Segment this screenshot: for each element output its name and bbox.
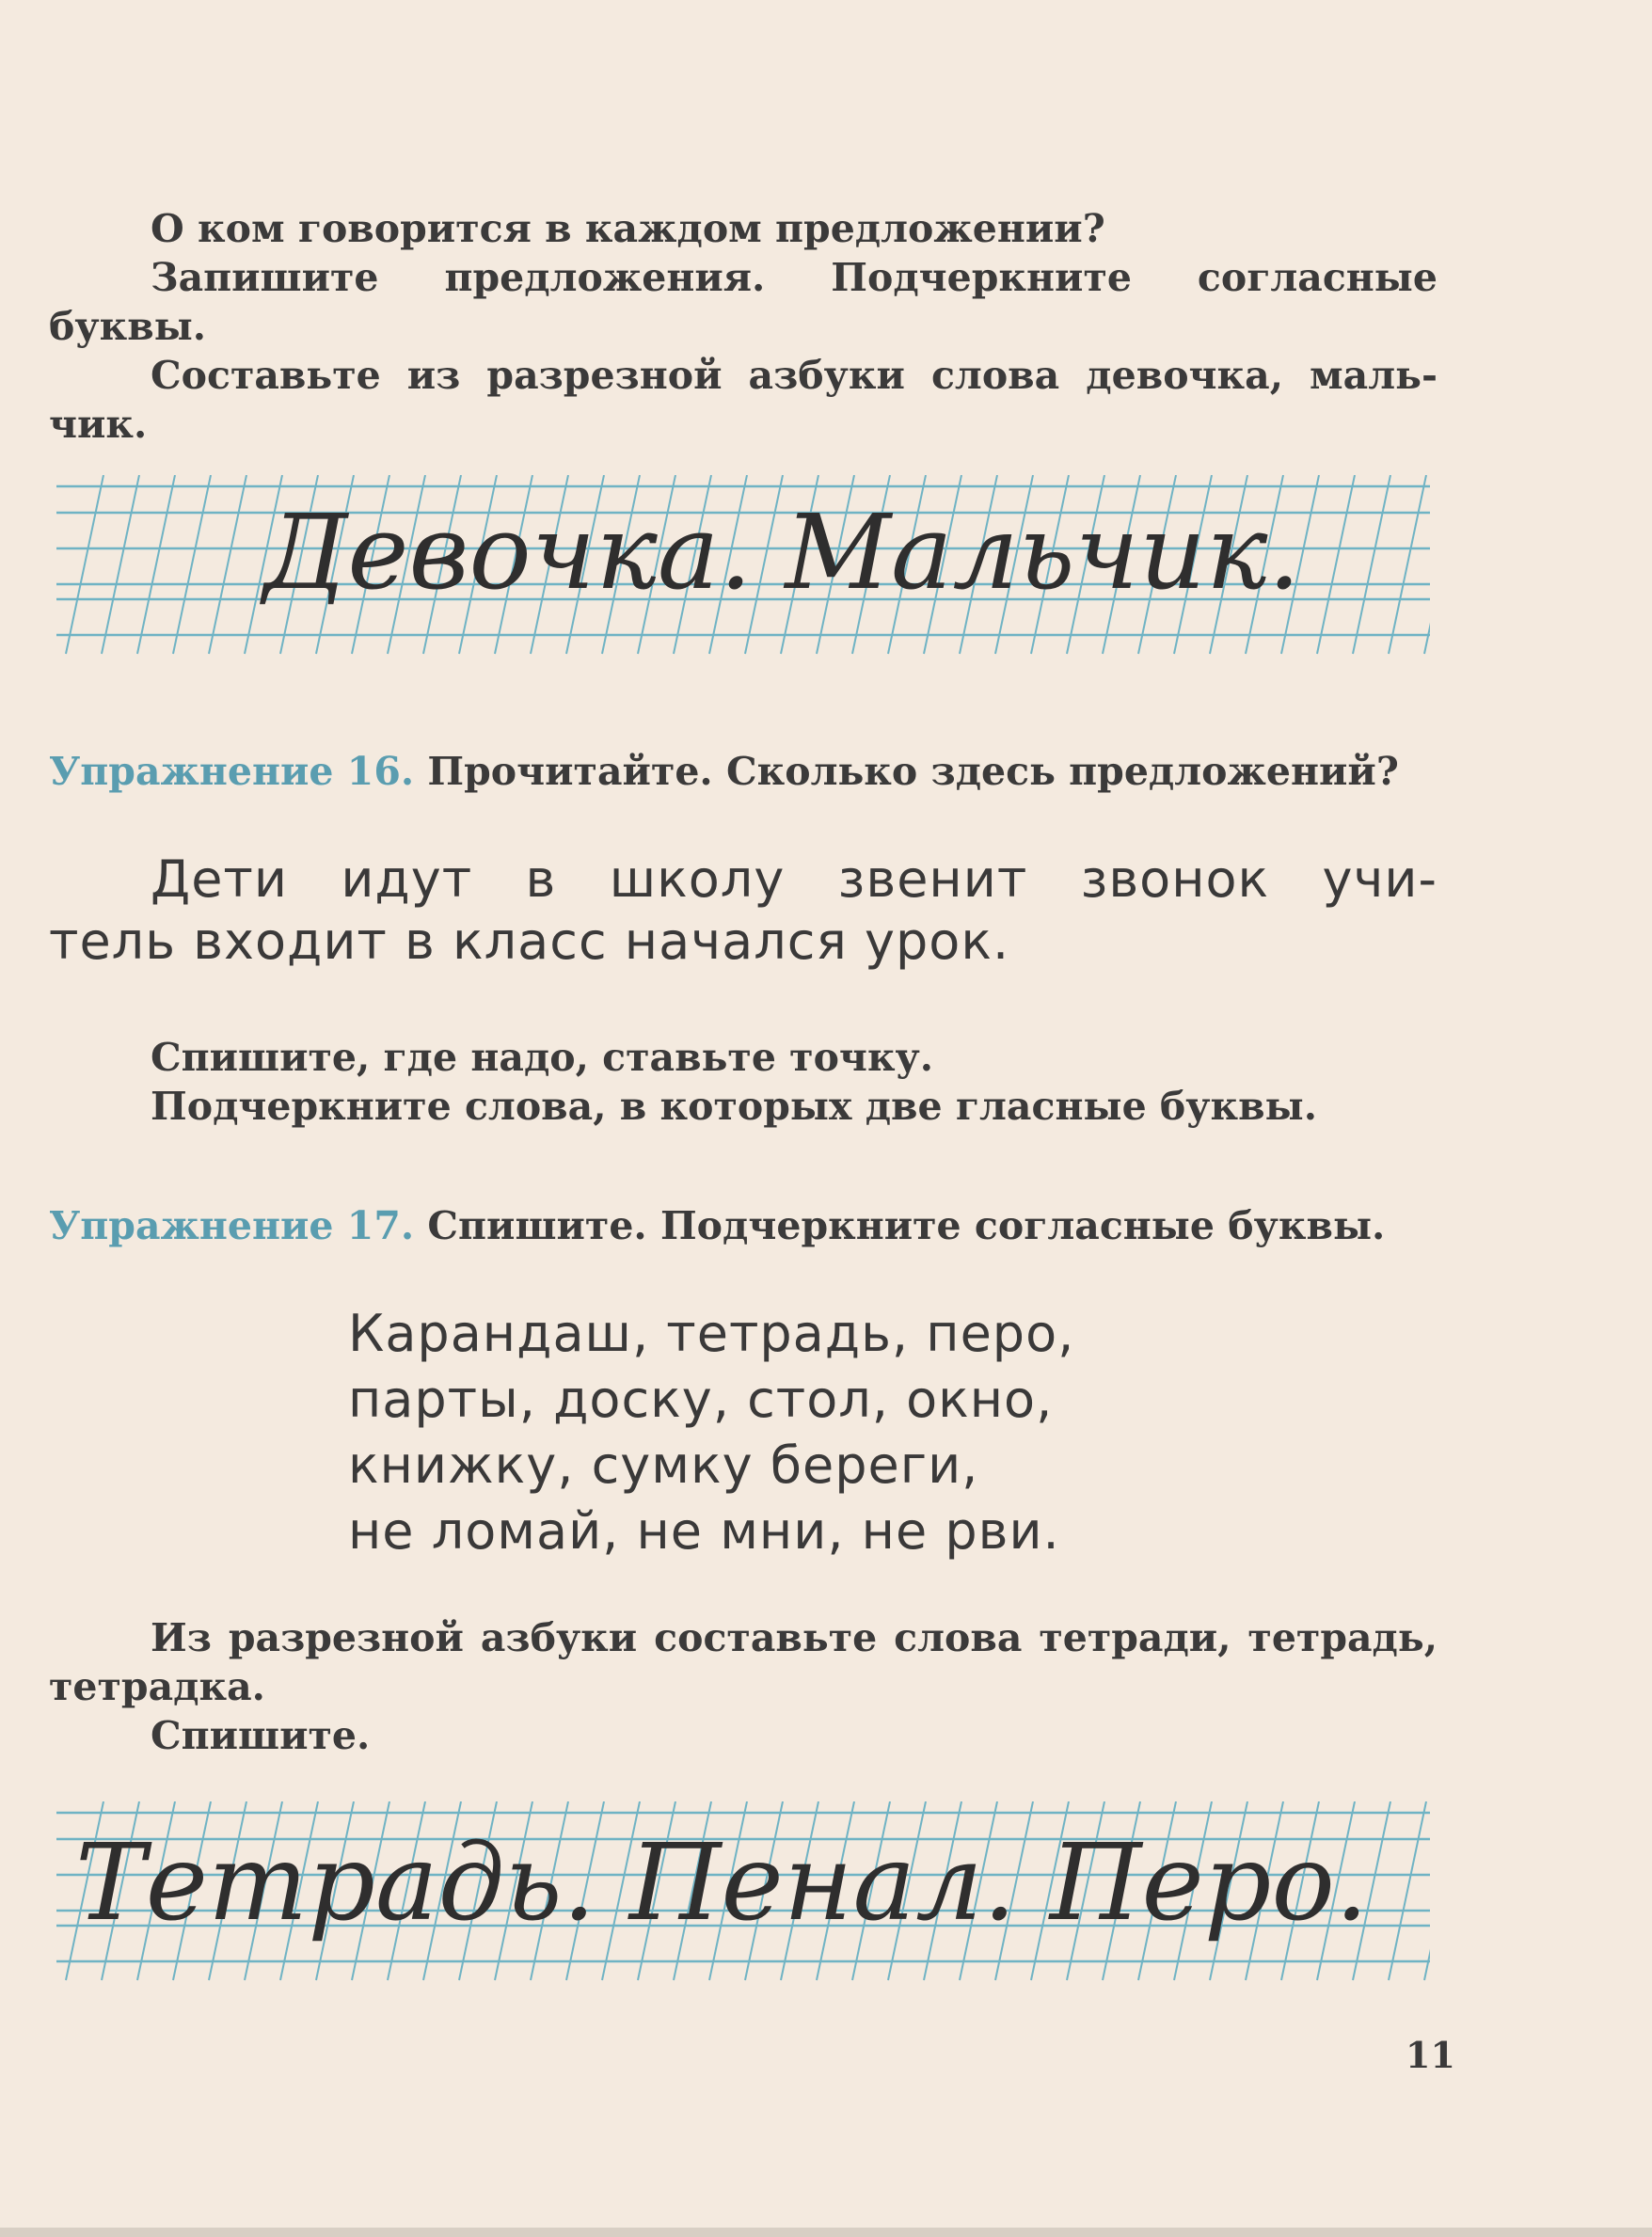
exercise-17-instruction: Спишите. Подчеркните согласные буквы. xyxy=(427,1203,1386,1248)
guide-slant-line xyxy=(1317,475,1355,654)
guide-slant-line xyxy=(1353,475,1390,654)
intro-compose-line1 xyxy=(151,350,1438,401)
handwriting-sample-1 xyxy=(56,475,1430,663)
exercise-16-task-line2: Подчеркните слова, в которых две гласные буквы. xyxy=(151,1084,1317,1129)
exercise-16-task-line1: Спишите, где надо, ставьте точку. xyxy=(151,1035,934,1080)
guide-slant-line xyxy=(102,475,139,654)
exercise-17-task-words: тетради, тетрадь, xyxy=(1039,1615,1438,1660)
guide-slant-line xyxy=(1424,475,1430,654)
poem-line: не ломай, не мни, не рви. xyxy=(348,1501,1060,1561)
guide-slant-line xyxy=(173,475,211,654)
guide-slant-line xyxy=(137,475,175,654)
guide-slant-line xyxy=(1389,475,1426,654)
guide-slant-line xyxy=(66,475,103,654)
cursive-text-2: Тетрадь. Пенал. Перо. xyxy=(75,1822,1369,1944)
cursive-text-1: Девочка. Мальчик. xyxy=(263,492,1301,612)
guide-slant-line xyxy=(209,475,246,654)
exercise-16-header xyxy=(49,746,1399,797)
intro-compose-words: девочка, маль- xyxy=(1086,353,1438,398)
intro-compose-text: Составьте из разрезной азбуки слова xyxy=(151,353,1087,398)
intro-task-line1: Запишите предложения. Подчеркните согласные xyxy=(151,255,1438,300)
poem-line: Карандаш, тетрадь, перо, xyxy=(348,1304,1075,1363)
ruled-grid-1 xyxy=(56,475,1430,663)
exercise-17-task-line3: Спишите. xyxy=(151,1713,371,1758)
handwriting-sample-2 xyxy=(56,1801,1430,1990)
page-number: 11 xyxy=(1406,2034,1455,2076)
page-edge xyxy=(0,2228,1652,2237)
exercise-16-instruction: Прочитайте. Сколько здесь предложений? xyxy=(427,749,1399,794)
intro-compose-line2: чик. xyxy=(49,402,148,447)
exercise-16-text-line2: тель входит в класс начался урок. xyxy=(49,912,1010,971)
exercise-17-label: Упражнение 17. xyxy=(49,1203,415,1248)
poem-line: парты, доску, стол, окно, xyxy=(348,1370,1054,1429)
exercise-17-task-line1 xyxy=(151,1612,1438,1663)
exercise-16-label: Упражнение 16. xyxy=(49,749,415,794)
guide-slant-line xyxy=(1424,1801,1430,1980)
intro-task-line2: буквы. xyxy=(49,304,207,349)
intro-question: О ком говорится в каждом предложении? xyxy=(151,206,1105,251)
poem-line: книжку, сумку береги, xyxy=(348,1436,979,1495)
exercise-17-header xyxy=(49,1200,1385,1251)
ruled-grid-2 xyxy=(56,1801,1430,1990)
exercise-17-task-line2: тетрадка. xyxy=(49,1664,265,1709)
exercise-17-task-text: Из разрезной азбуки составьте слова xyxy=(151,1615,1040,1660)
guide-slant-line xyxy=(1389,1801,1426,1980)
exercise-16-text-line1: Дети идут в школу звенит звонок учи- xyxy=(151,849,1438,909)
